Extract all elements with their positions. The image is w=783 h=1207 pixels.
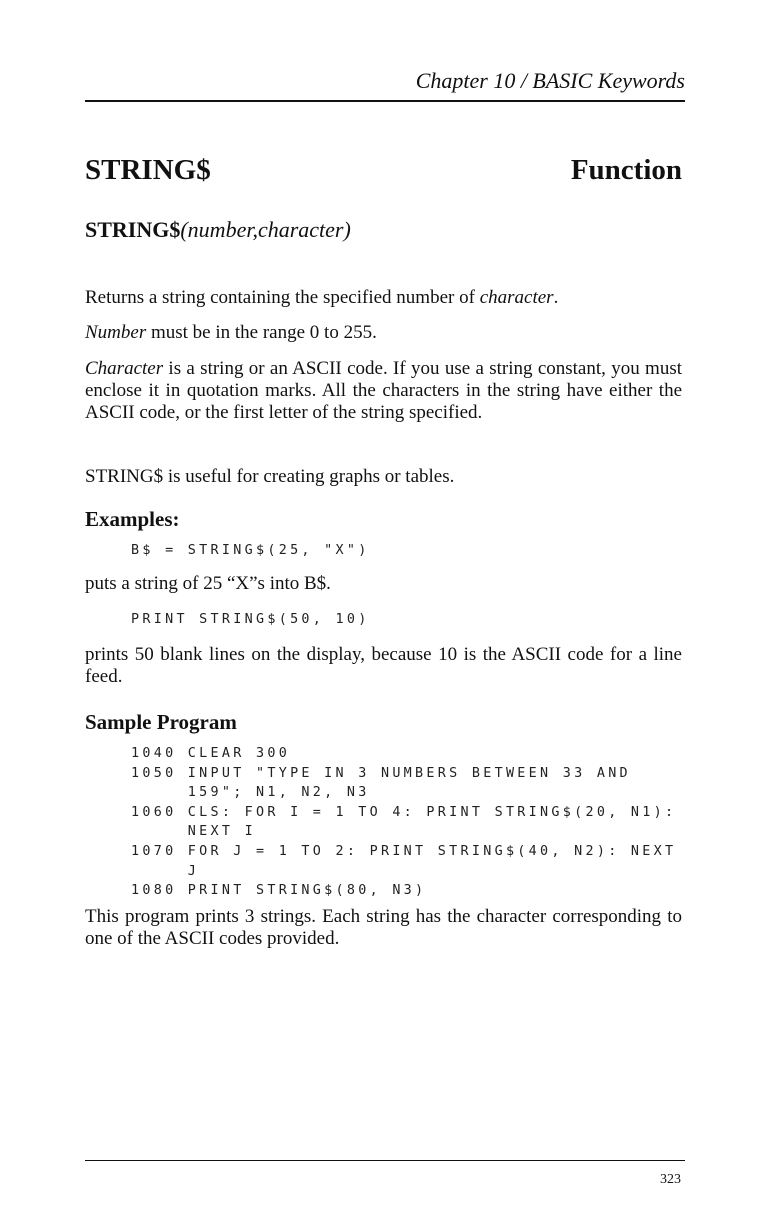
syntax-line — [85, 217, 351, 243]
footer-rule — [85, 1160, 685, 1161]
description-paragraph-4: STRING$ is useful for creating graphs or tables. — [85, 466, 455, 487]
p2-text: must be in the range 0 to 255. — [146, 322, 377, 343]
sample-program-listing: 1040 CLEAR 300 1050 INPUT "TYPE IN 3 NUMBERS BETWEEN 33 AND 159"; N1, N2, N3 1060 CLS: FOR I = 1 TO 4: PRINT STRING$(20, N1): NEXT I 1070 FOR J = 1 TO 2: PRINT STRING$(40, N2): NEXT J 1080 PRINT STRING$(80, N3) — [131, 746, 677, 899]
syntax-keyword: STRING$ — [85, 217, 181, 242]
example-explain-2: prints 50 blank lines on the display, because 10 is the ASCII code for a line feed. — [85, 644, 682, 687]
keyword-title: STRING$ — [85, 154, 211, 186]
p1-text: Returns a string containing the specified number of — [85, 287, 480, 308]
syntax-args: (number,character) — [180, 217, 351, 242]
p1-end: . — [553, 287, 559, 308]
p2-emphasis: Number — [85, 322, 147, 343]
example-code-1: B$ = STRING$(25, "X") — [131, 543, 370, 558]
examples-heading: Examples: — [85, 507, 180, 531]
p3-text: is a string or an ASCII code. If you use a string constant, you must enclose it in quotation marks. All the characters in the string have either the ASCII code, or the first letter of the string specified. — [85, 358, 682, 423]
example-code-2: PRINT STRING$(50, 10) — [131, 612, 370, 627]
description-paragraph-1 — [85, 287, 682, 309]
keyword-type: Function — [570, 154, 682, 186]
header-rule — [85, 100, 685, 102]
entry-title-row — [85, 154, 682, 187]
running-header: Chapter 10 / BASIC Keywords — [415, 68, 685, 93]
description-paragraph-2 — [85, 322, 682, 344]
p1-emphasis: character — [479, 287, 554, 308]
page-number: 323 — [660, 1172, 681, 1187]
sample-program-explain: This program prints 3 strings. Each string has the character corresponding to one of the ASCII codes provided. — [85, 906, 682, 949]
sample-program-heading: Sample Program — [85, 710, 237, 734]
example-explain-1: puts a string of 25 “X”s into B$. — [85, 573, 331, 594]
description-paragraph-3 — [85, 358, 682, 424]
p3-emphasis: Character — [85, 358, 164, 379]
